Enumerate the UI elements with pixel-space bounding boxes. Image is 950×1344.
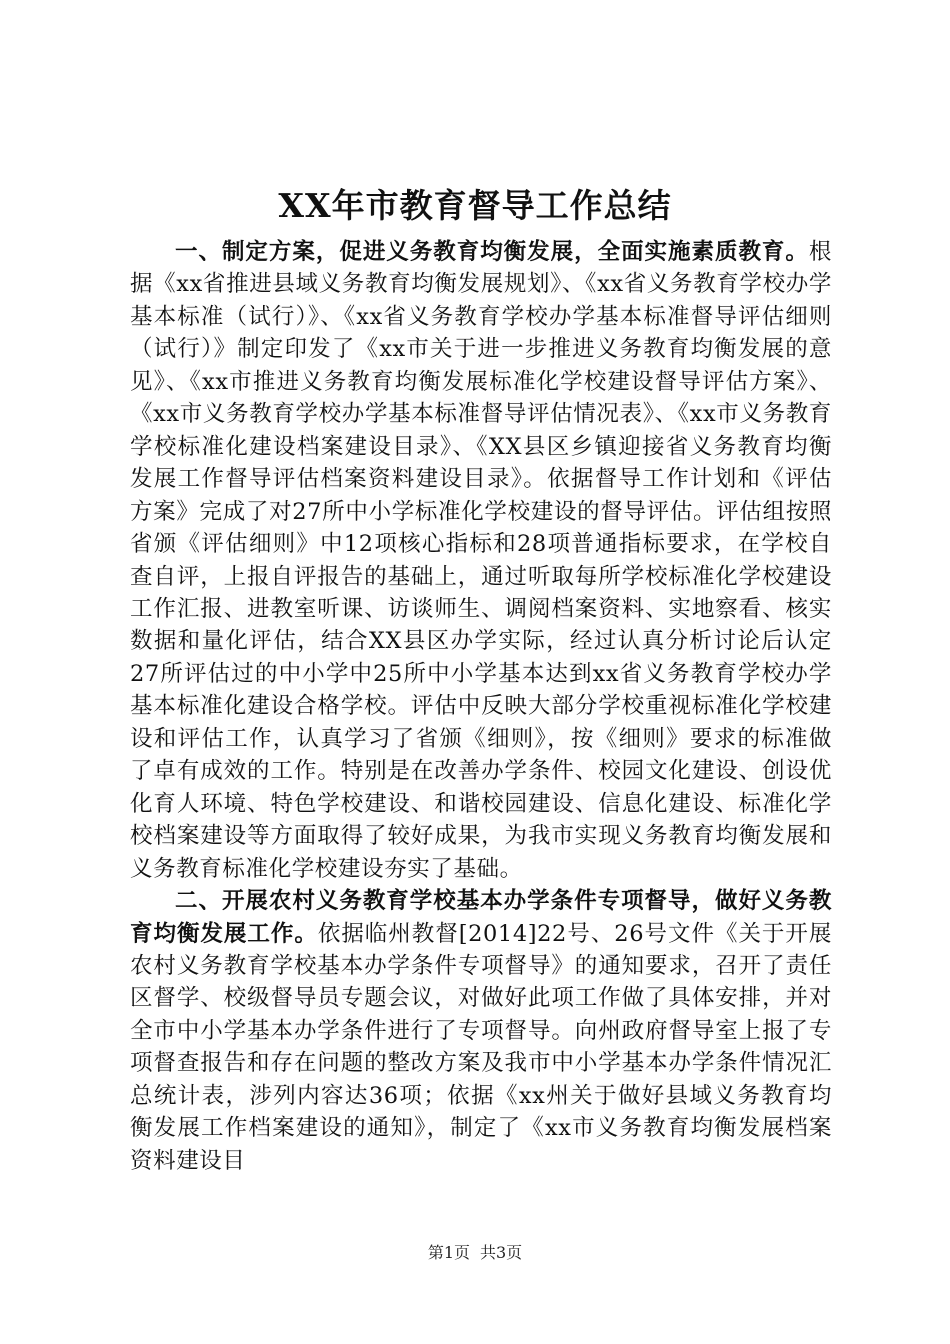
paragraph-1-heading: 一、制定方案，促进义务教育均衡发展，全面实施素质教育。 (175, 239, 809, 265)
paragraph-1-text: 根据《xx省推进县域义务教育均衡发展规划》、《xx省义务教育学校办学基本标准（试行）》、《xx省义务教育学校办学基本标准督导评估细则（试行）》制定印发了《xx市关于进一步推进义务教育均衡发展的意见》、《xx市推进义务教育均衡发展标准化学校建设督导评估方案》、《xx市义务教育学校办学基本标准督导评估情况表》、《xx市义务教育学校标准化建设档案建设目录》、《XX县区乡镇迎接省义务教育均衡发展工作督导评估档案资料建设目录》。依据督导工作计划和《评估方案》完成了对27所中小学标准化学校建设的督导评估。评估组按照省颁《评估细则》中12项核心指标和28项普通指标要求，在学校自查自评，上报自评报告的基础上，通过听取每所学校标准化学校建设工作汇报、进教室听课、访谈师生、调阅档案资料、实地察看、核实数据和量化评估，结合XX县区办学实际，经过认真分析讨论后认定27所评估过的中小学中25所中小学基本达到xx省义务教育学校办学基本标准化建设合格学校。评估中反映大部分学校重视标准化学校建设和评估工作，认真学习了省颁《细则》，按《细则》要求的标准做了卓有成效的工作。特别是在改善办学条件、校园文化建设、创设优化育人环境、特色学校建设、和谐校园建设、信息化建设、标准化学校档案建设等方面取得了较好成果，为我市实现义务教育均衡发展和义务教育标准化学校建设夯实了基础。 (130, 239, 832, 882)
document-body (130, 236, 832, 1177)
page-number: 第1页 (427, 1243, 470, 1262)
document-title: XX年市教育督导工作总结 (278, 186, 672, 225)
page-total: 共3页 (480, 1243, 523, 1262)
paragraph-2 (130, 885, 832, 1177)
page-footer (0, 1242, 950, 1264)
paragraph-2-heading: 二、开展农村义务教育学校基本办学条件专项督导，做好义务教育均衡发展工作。 (130, 888, 832, 947)
paragraph-2-text: 依据临州教督[2014]22号、26号文件《关于开展农村义务教育学校基本办学条件专项督导》的通知要求，召开了责任区督学、校级督导员专题会议，对做好此项工作做了具体安排，并对全市中小学基本办学条件进行了专项督导。向州政府督导室上报了专项督查报告和存在问题的整改方案及我市中小学基本办学条件情况汇总统计表，涉列内容达36项；依据《xx州关于做好县域义务教育均衡发展工作档案建设的通知》，制定了《xx市义务教育均衡发展档案资料建设目 (130, 920, 832, 1174)
paragraph-1 (130, 236, 832, 885)
